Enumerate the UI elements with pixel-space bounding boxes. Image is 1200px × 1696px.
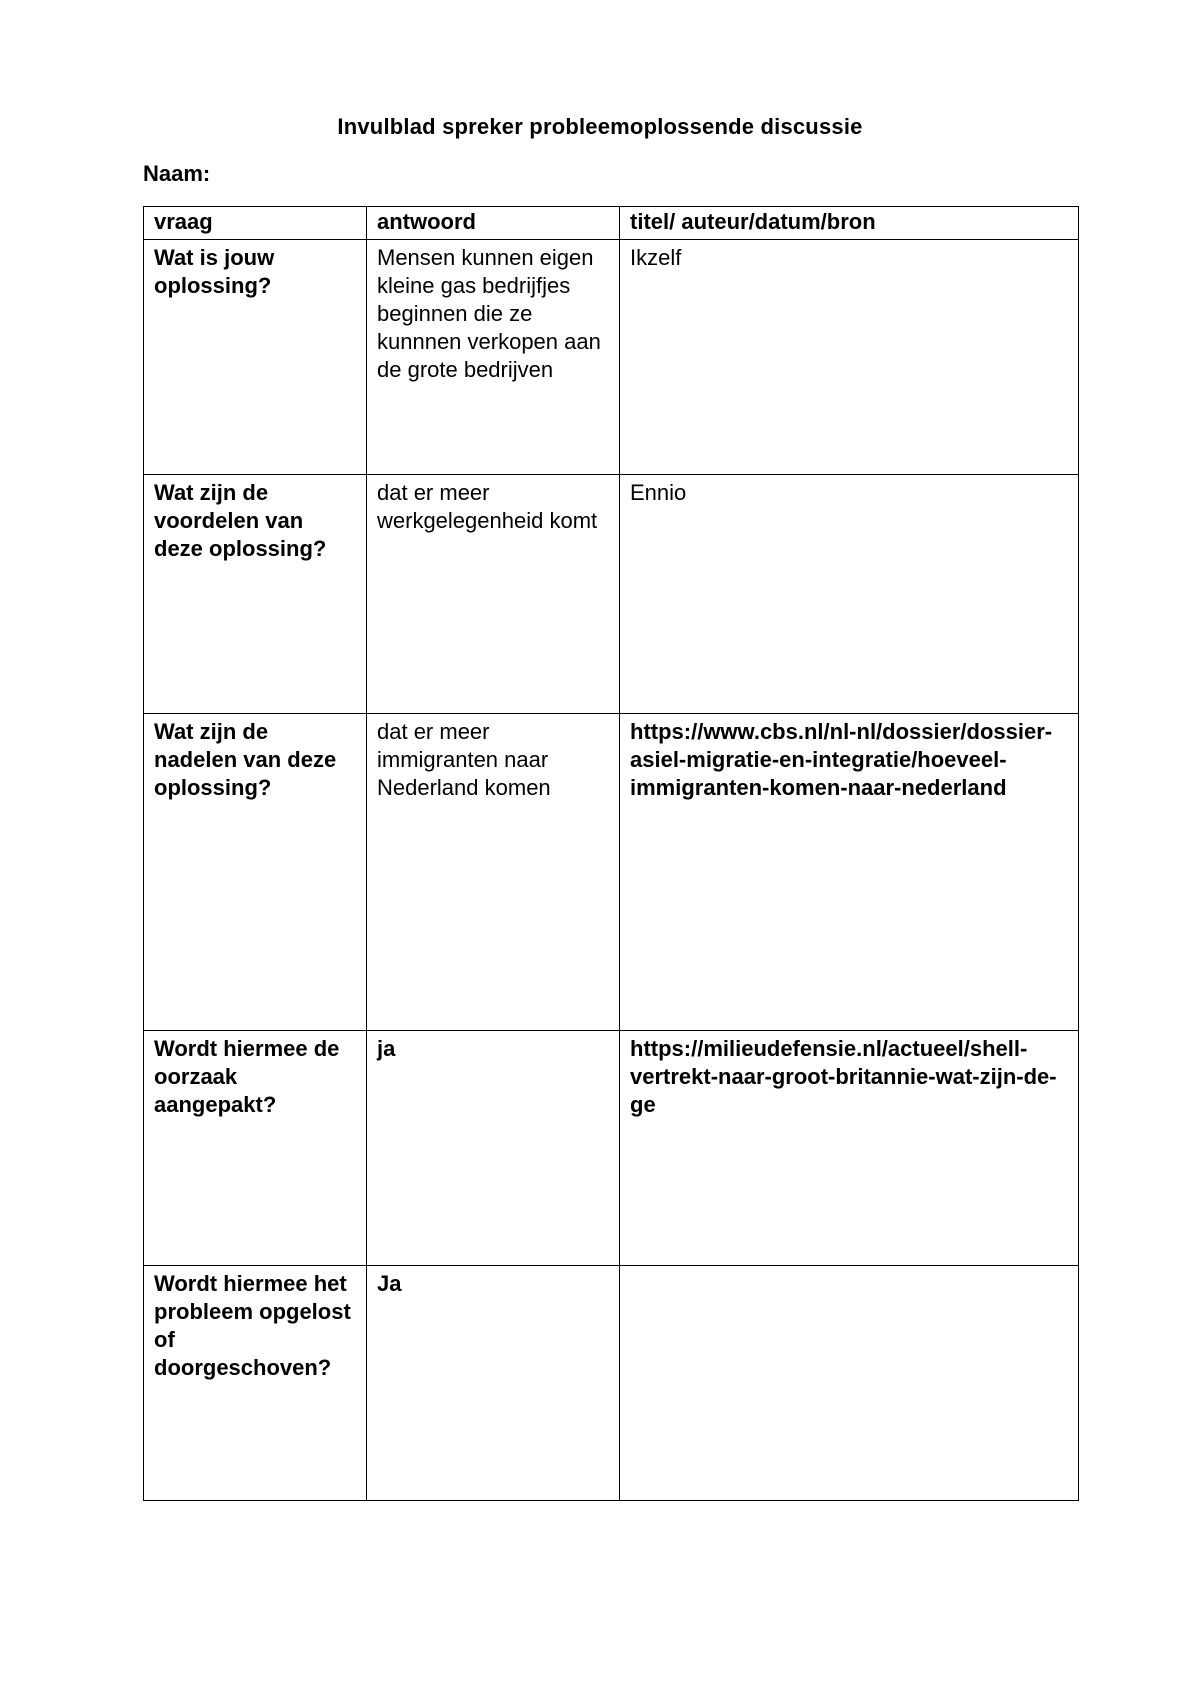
source-link-cell[interactable]: https://www.cbs.nl/nl-nl/dossier/dossier-asiel-migratie-en-integratie/hoeveel-immigranten-komen-naar-nederland (620, 714, 1079, 1031)
source-link-cell[interactable]: https://milieudefensie.nl/actueel/shell-vertrekt-naar-groot-britannie-wat-zijn-de-ge (620, 1031, 1079, 1266)
source-cell: Ennio (620, 475, 1079, 714)
table-row (144, 1266, 1079, 1501)
question-cell: Wat zijn de voordelen van deze oplossing? (144, 475, 367, 714)
table-row (144, 240, 1079, 475)
table-row (144, 475, 1079, 714)
header-bron: titel/ auteur/datum/bron (620, 207, 1079, 240)
source-cell: Ikzelf (620, 240, 1079, 475)
table-header-row (144, 207, 1079, 240)
naam-label: Naam: (143, 161, 211, 186)
question-cell: Wat is jouw oplossing? (144, 240, 367, 475)
table-row (144, 714, 1079, 1031)
question-table (143, 206, 1079, 1501)
answer-cell: ja (367, 1031, 620, 1266)
answer-cell: Mensen kunnen eigen kleine gas bedrijfjes beginnen die ze kunnnen verkopen aan de grote bedrijven (367, 240, 620, 475)
source-cell (620, 1266, 1079, 1501)
header-vraag: vraag (144, 207, 367, 240)
answer-cell: Ja (367, 1266, 620, 1501)
table-row (144, 1031, 1079, 1266)
answer-cell: dat er meer werkgelegenheid komt (367, 475, 620, 714)
document-title: Invulblad spreker probleemoplossende discussie (337, 114, 863, 139)
question-cell: Wordt hiermee het probleem opgelost of doorgeschoven? (144, 1266, 367, 1501)
answer-cell: dat er meer immigranten naar Nederland komen (367, 714, 620, 1031)
question-cell: Wat zijn de nadelen van deze oplossing? (144, 714, 367, 1031)
header-antwoord: antwoord (367, 207, 620, 240)
question-cell: Wordt hiermee de oorzaak aangepakt? (144, 1031, 367, 1266)
